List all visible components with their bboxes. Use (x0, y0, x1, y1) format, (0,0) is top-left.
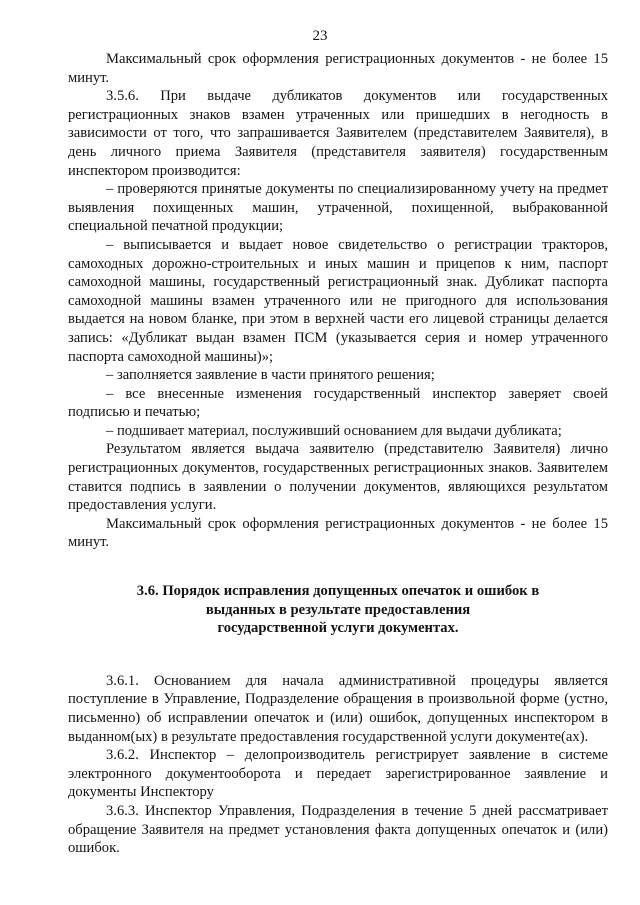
paragraph: Максимальный срок оформления регистрационных документов - не более 15 минут. (68, 51, 608, 86)
list-item: – выписывается и выдает новое свидетельство о регистрации тракторов, самоходных дорожно-строительных и иных машин и прицепов к ним, паспорт самоходной машины, государственный регистрационный знак. Дубликат паспорта самоходной машины взамен утраченного или не пригодного для использования выдается на новом бланке, при этом в верхней части его лицевой страницы делается запись: «Дубликат выдан взамен ПСМ (указывается серия и номер утраченного паспорта самоходной машины)»; (68, 236, 608, 365)
heading-line: государственной услуги документах. (217, 620, 459, 637)
list-item: – проверяются принятые документы по специализированному учету на предмет выявления похищенных машин, утраченной, похищенной, выбракованной специальной печатной продукции; (68, 181, 608, 235)
document-body (68, 50, 608, 858)
spacer (68, 552, 608, 582)
section-heading (68, 582, 608, 638)
paragraph: Результатом является выдача заявителю (представителю Заявителя) лично регистрационных документов, государственных регистрационных знаков. Заявителем ставится подпись в заявлении о получении документов, являющихся результатом предоставления услуги. (68, 441, 608, 514)
page-number: 23 (312, 28, 328, 44)
spacer (68, 638, 608, 672)
paragraph: 3.6.2. Инспектор – делопроизводитель регистрирует заявление в системе электронного документооборота и передает зарегистрированное заявление и документы Инспектору (68, 747, 608, 801)
heading-line: выданных в результате предоставления (205, 601, 471, 618)
list-item: – подшивает материал, послуживший основанием для выдачи дубликата; (106, 422, 562, 439)
paragraph: Максимальный срок оформления регистрационных документов - не более 15 минут. (68, 515, 608, 551)
paragraph: 3.6.1. Основанием для начала административной процедуры является поступление в Управление, Подразделение обращения в произвольной форме (устно, письменно) об исправлении опечаток и (или) ошибок, допущенных инспектором в выданном(ых) в результате предоставления государственной услуги документе(ах). (68, 672, 608, 745)
paragraph: 3.6.3. Инспектор Управления, Подразделения в течение 5 дней рассматривает обращение Заявителя на предмет установления факта допущенных опечаток и (или) ошибок. (68, 802, 608, 857)
paragraph: 3.5.6. При выдаче дубликатов документов или государственных регистрационных знаков взамен утраченных или пришедших в негодность в зависимости от того, что запрашивается Заявителем (представителем Заявителя), в день личного приема Заявителя (представителя заявителя) государственным инспектором производится: (68, 88, 608, 179)
heading-line: 3.6. Порядок исправления допущенных опечаток и ошибок в (136, 583, 540, 600)
list-item: – все внесенные изменения государственный инспектор заверяет своей подписью и печатью; (68, 385, 608, 421)
list-item: – заполняется заявление в части принятого решения; (106, 367, 435, 384)
